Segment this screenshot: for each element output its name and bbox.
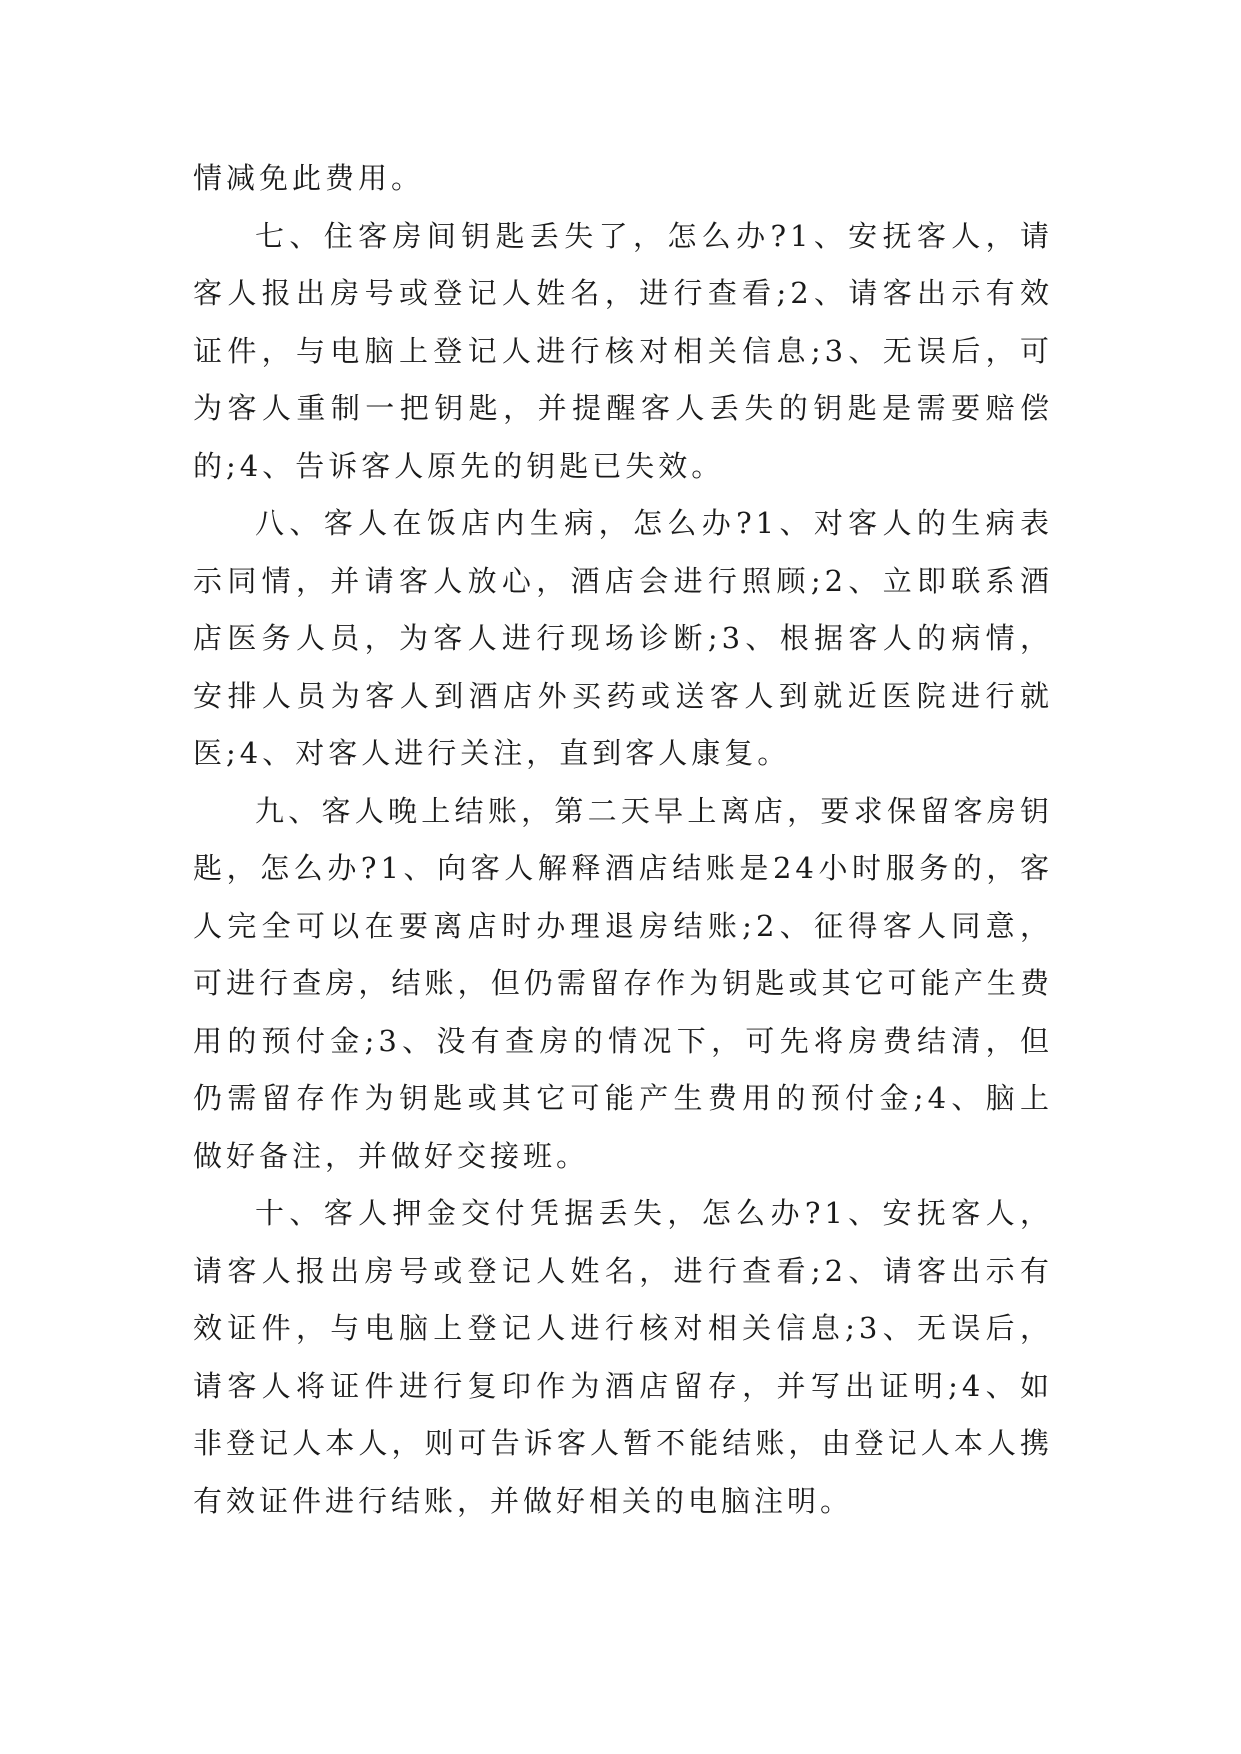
paragraph-section-9: 九、客人晚上结账，第二天早上离店，要求保留客房钥匙，怎么办?1、向客人解释酒店结账是24小时服务的，客人完全可以在要离店时办理退房结账;2、征得客人同意，可进行查房，结账，但仍需留存作为钥匙或其它可能产生费用的预付金;3、没有查房的情况下，可先将房费结清，但仍需留存作为钥匙或其它可能产生费用的预付金;4、脑上做好备注，并做好交接班。 xyxy=(193,793,1053,1173)
paragraph-section-7: 七、住客房间钥匙丢失了，怎么办?1、安抚客人，请客人报出房号或登记人姓名，进行查看;2、请客出示有效证件，与电脑上登记人进行核对相关信息;3、无误后，可为客人重制一把钥匙，并提醒客人丢失的钥匙是需要赔偿的;4、告诉客人原先的钥匙已失效。 xyxy=(193,218,1053,483)
paragraph-section-10: 十、客人押金交付凭据丢失，怎么办?1、安抚客人，请客人报出房号或登记人姓名，进行查看;2、请客出示有效证件，与电脑上登记人进行核对相关信息;3、无误后，请客人将证件进行复印作为酒店留存，并写出证明;4、如非登记人本人，则可告诉客人暂不能结账，由登记人本人携有效证件进行结账，并做好相关的电脑注明。 xyxy=(193,1196,1053,1518)
paragraph-section-8: 八、客人在饭店内生病，怎么办?1、对客人的生病表示同情，并请客人放心，酒店会进行照顾;2、立即联系酒店医务人员，为客人进行现场诊断;3、根据客人的病情，安排人员为客人到酒店外买药或送客人到就近医院进行就医;4、对客人进行关注，直到客人康复。 xyxy=(193,506,1053,770)
paragraph-continued: 情减免此费用。 xyxy=(193,161,425,195)
document-body xyxy=(193,150,1053,1530)
